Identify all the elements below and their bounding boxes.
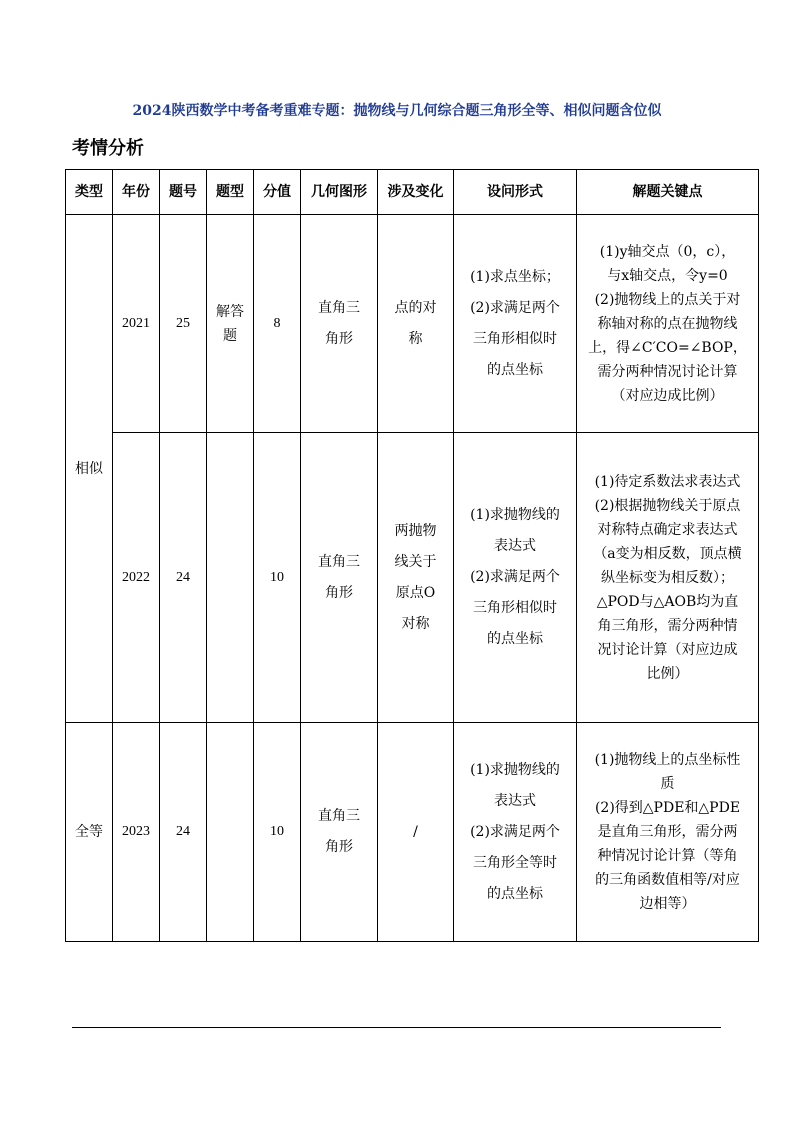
change-line: 两抛物 (394, 522, 437, 539)
table-row (66, 723, 759, 942)
column-header: 涉及变化 (378, 170, 454, 215)
change-line: 对称 (401, 615, 430, 632)
key-points-cell (577, 215, 759, 433)
type-cell: 相似 (66, 215, 113, 723)
key-point-line: (2)抛物线上的点关于对 (594, 291, 741, 308)
form-line: (2)求满足两个 (470, 569, 560, 585)
form-line: 的点坐标 (487, 361, 543, 378)
key-points-cell (577, 723, 759, 942)
key-point-line: 种情况讨论计算（等角 (597, 848, 738, 864)
question-form-cell (454, 723, 577, 942)
year-cell: 2021 (113, 215, 160, 433)
key-point-line: （a变为相反数，顶点横 (593, 545, 742, 562)
key-point-line: 对称特点确定求表达式 (597, 521, 738, 538)
key-point-line: 是直角三角形，需分两 (597, 824, 738, 840)
form-line: 表达式 (494, 538, 536, 554)
shape-line: 直角三 (318, 553, 360, 570)
form-line: (1)求点坐标； (470, 268, 560, 285)
column-header: 解题关键点 (577, 170, 759, 215)
score-cell: 10 (254, 723, 301, 942)
column-header: 年份 (113, 170, 160, 215)
shape-line: 直角三 (318, 808, 360, 824)
question-form-cell (454, 433, 577, 723)
form-line: 表达式 (494, 792, 536, 809)
type-cell: 全等 (66, 723, 113, 942)
key-point-line: 比例） (646, 665, 689, 682)
key-point-line: △POD与△AOB均为直 (596, 593, 739, 610)
question-type-cell (207, 723, 254, 942)
geometry-shape-cell (301, 723, 378, 942)
score-cell: 8 (254, 215, 301, 433)
form-line: 三角形相似时 (473, 330, 557, 347)
form-line: (1)求抛物线的 (470, 761, 560, 778)
question-number-cell: 24 (160, 433, 207, 723)
change-line: 点的对 (394, 299, 437, 316)
change-line: 称 (408, 330, 423, 347)
question-number-cell: 25 (160, 215, 207, 433)
key-point-line: 需分两种情况讨论计算 (597, 363, 738, 380)
year-cell: 2022 (113, 433, 160, 723)
key-point-line: 质 (660, 776, 675, 792)
document-title: 2024陕西数学中考备考重难专题：抛物线与几何综合题三角形全等、相似问题含位似 (132, 103, 662, 119)
column-header: 题号 (160, 170, 207, 215)
shape-line: 角形 (325, 839, 353, 855)
form-line: 的点坐标 (487, 885, 543, 902)
key-point-line: 纵坐标变为相反数）； (601, 569, 734, 586)
key-point-line: 况讨论计算（对应边成 (597, 641, 738, 658)
key-point-line: 角三角形，需分两种情 (597, 617, 738, 634)
question-number-cell: 24 (160, 723, 207, 942)
table-header-row (66, 170, 759, 215)
score-cell: 10 (254, 433, 301, 723)
key-point-line: 称轴对称的点在抛物线 (597, 315, 738, 332)
question-form-cell (454, 215, 577, 433)
key-point-line: (1)y轴交点（0，c）， (599, 243, 736, 260)
column-header: 设问形式 (454, 170, 577, 215)
geometry-shape-cell (301, 215, 378, 433)
section-heading: 考情分析 (72, 138, 144, 159)
column-header: 题型 (207, 170, 254, 215)
shape-line: 角形 (325, 330, 353, 347)
key-point-line: 的三角函数值相等/对应 (595, 872, 740, 888)
key-points-cell (577, 433, 759, 723)
table-row (66, 433, 759, 723)
change-line: 线关于 (394, 553, 437, 570)
form-line: (2)求满足两个 (470, 299, 560, 316)
key-point-line: 边相等） (639, 896, 696, 912)
transformation-cell: / (378, 723, 454, 942)
column-header: 几何图形 (301, 170, 378, 215)
year-cell: 2023 (113, 723, 160, 942)
key-point-line: (2)根据抛物线关于原点 (594, 497, 741, 514)
form-line: (1)求抛物线的 (470, 507, 560, 523)
transformation-cell (378, 215, 454, 433)
key-point-line: 上，得∠C′CO=∠BOP， (588, 339, 747, 356)
question-type-line: 题 (223, 327, 237, 344)
geometry-shape-cell (301, 433, 378, 723)
transformation-cell (378, 433, 454, 723)
shape-line: 直角三 (318, 299, 360, 316)
table-row (66, 215, 759, 433)
question-type-cell (207, 433, 254, 723)
column-header: 类型 (66, 170, 113, 215)
form-line: 三角形相似时 (473, 600, 557, 616)
form-line: 的点坐标 (487, 631, 543, 647)
footer-divider (72, 1027, 721, 1028)
question-type-cell (207, 215, 254, 433)
form-line: 三角形全等时 (473, 854, 557, 871)
key-point-line: 与x轴交点，令y=0 (607, 267, 728, 284)
key-point-line: (2)得到△PDE和△PDE (594, 800, 741, 816)
key-point-line: (1)抛物线上的点坐标性 (594, 752, 741, 768)
key-point-line: (1)待定系数法求表达式 (594, 473, 741, 490)
column-header: 分值 (254, 170, 301, 215)
shape-line: 角形 (325, 584, 353, 601)
question-type-line: 解答 (216, 303, 244, 320)
form-line: (2)求满足两个 (470, 823, 560, 840)
key-point-line: （对应边成比例） (611, 387, 724, 404)
change-line: 原点O (395, 584, 436, 601)
exam-analysis-table (65, 169, 759, 942)
